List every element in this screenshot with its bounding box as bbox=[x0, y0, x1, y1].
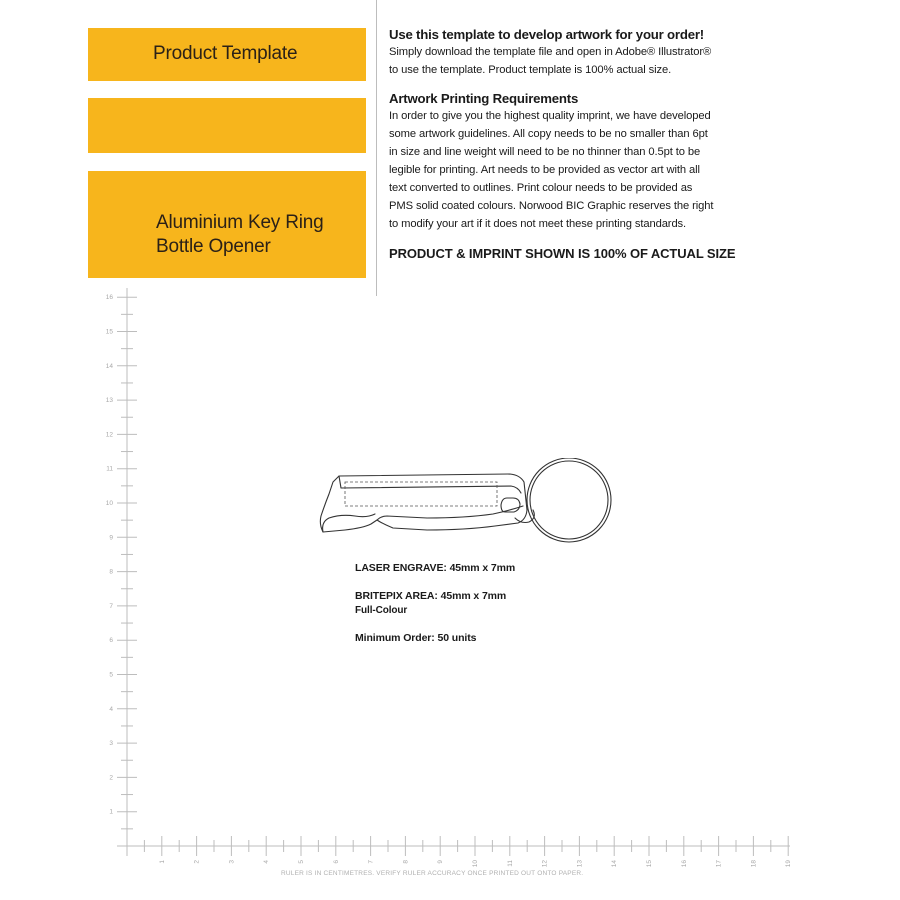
imprint-specs bbox=[355, 562, 515, 644]
requirement-line: PMS solid coated colours. Norwood BIC Graphic reserves the right bbox=[389, 200, 714, 212]
ruler-x-label: 1 bbox=[158, 860, 166, 864]
ruler-y-label: 11 bbox=[106, 465, 113, 473]
ruler-x-label: 18 bbox=[750, 860, 758, 868]
laser-engrave-spec: LASER ENGRAVE: 45mm x 7mm bbox=[355, 562, 516, 574]
ruler-x-label: 3 bbox=[228, 860, 236, 864]
ruler-y-label: 8 bbox=[109, 568, 113, 576]
actual-size-notice: PRODUCT & IMPRINT SHOWN IS 100% OF ACTUAL SIZE bbox=[389, 246, 736, 261]
full-colour-spec: Full-Colour bbox=[355, 605, 408, 616]
product-template-title: Product Template bbox=[153, 43, 298, 64]
minimum-order: Minimum Order: 50 units bbox=[355, 632, 477, 644]
britepix-spec: BRITEPIX AREA: 45mm x 7mm bbox=[355, 590, 507, 602]
requirement-line: some artwork guidelines. All copy needs to be no smaller than 6pt bbox=[389, 128, 708, 140]
requirement-line: to modify your art if it does not meet these printing standards. bbox=[389, 218, 687, 230]
ruler-y-label: 1 bbox=[109, 808, 113, 816]
ruler-x-label: 11 bbox=[506, 860, 514, 867]
ruler-y-label: 2 bbox=[109, 774, 113, 782]
ruler-x-label: 9 bbox=[437, 860, 445, 864]
intro-line: to use the template. Product template is 100% actual size. bbox=[389, 64, 672, 76]
ruler-y-label: 14 bbox=[105, 362, 113, 370]
split-ring bbox=[527, 458, 611, 542]
ruler-x-label: 10 bbox=[472, 860, 479, 868]
opener-body-outline bbox=[320, 474, 527, 532]
ruler-y-label: 16 bbox=[105, 294, 113, 302]
ruler-x-label: 7 bbox=[367, 860, 375, 864]
ruler-x-label: 13 bbox=[576, 860, 584, 868]
ruler-x-label: 17 bbox=[715, 860, 723, 868]
ruler-y-label: 5 bbox=[109, 671, 113, 679]
ruler-x-label: 19 bbox=[785, 860, 793, 868]
ruler-note: RULER IS IN CENTIMETRES. VERIFY RULER ACCURACY ONCE PRINTED OUT ONTO PAPER. bbox=[281, 870, 584, 877]
ruler-x-label: 5 bbox=[298, 860, 305, 864]
ruler-x-label: 14 bbox=[611, 860, 619, 868]
intro-line: Simply download the template file and open in Adobe® Illustrator® bbox=[389, 46, 712, 58]
ruler-y-label: 4 bbox=[109, 705, 113, 713]
requirement-line: legible for printing. Art needs to be provided as vector art with all bbox=[389, 164, 700, 176]
ruler-y-label: 13 bbox=[105, 397, 113, 405]
ruler-x-label: 8 bbox=[402, 860, 410, 864]
ruler-x-label: 6 bbox=[332, 860, 340, 864]
product-name-line: Aluminium Key Ring bbox=[156, 212, 324, 233]
ruler-y-label: 9 bbox=[109, 534, 113, 542]
ruler-x-label: 4 bbox=[263, 860, 271, 864]
ruler-y-label: 15 bbox=[105, 328, 113, 336]
imprint-area bbox=[345, 482, 497, 506]
ruler-x-label: 12 bbox=[541, 860, 549, 868]
ruler-y-label: 3 bbox=[109, 740, 113, 748]
template-heading: Use this template to develop artwork for your order! bbox=[389, 27, 704, 42]
ruler-x-label: 2 bbox=[193, 860, 201, 864]
requirement-line: In order to give you the highest quality imprint, we have developed bbox=[389, 110, 711, 122]
split-ring-inner bbox=[530, 461, 608, 539]
requirements-heading: Artwork Printing Requirements bbox=[389, 91, 579, 106]
product-name-line: Bottle Opener bbox=[156, 236, 271, 257]
opener-top-edge bbox=[339, 476, 521, 493]
requirement-line: text converted to outlines. Print colour needs to be provided as bbox=[389, 182, 693, 194]
ruler-y-label: 10 bbox=[105, 500, 113, 507]
ruler-x-label: 15 bbox=[646, 860, 653, 868]
ruler-y-label: 12 bbox=[105, 431, 113, 439]
ruler-y-label: 7 bbox=[109, 602, 113, 610]
ruler-x-label: 16 bbox=[680, 860, 688, 868]
requirement-line: in size and line weight will need to be no thinner than 0.5pt to be bbox=[389, 146, 701, 158]
bottle-opener-drawing bbox=[315, 458, 615, 568]
ruler-y-label: 6 bbox=[109, 637, 113, 645]
